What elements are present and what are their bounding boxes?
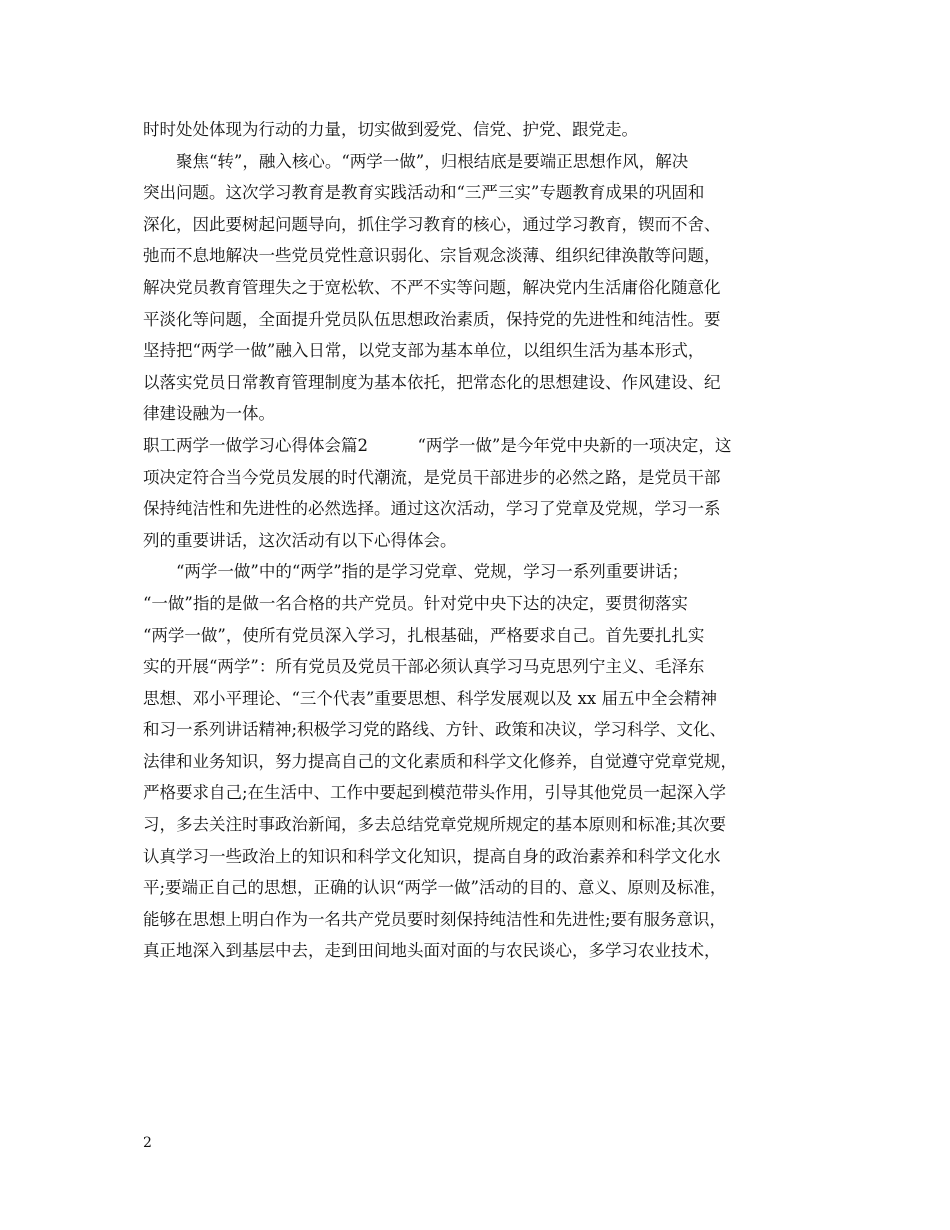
- page-number: 2: [143, 1135, 152, 1151]
- text-line: “一做”指的是做一名合格的共产党员。针对党中央下达的决定，要贯彻落实: [143, 593, 688, 613]
- text-line: 保持纯洁性和先进性的必然选择。通过这次活动，学习了党章及党规，学习一系: [143, 499, 721, 519]
- text-line: 认真学习一些政治上的知识和科学文化知识，提高自身的政治素养和科学文化水: [143, 846, 721, 866]
- text-line: 实的开展“两学”：所有党员及党员干部必须认真学习马克思列宁主义、毛泽东: [143, 657, 705, 677]
- text-line: 习，多去关注时事政治新闻，多去总结党章党规所规定的基本原则和标准;其次要: [143, 815, 727, 835]
- text-line: 能够在思想上明白作为一名共产党员要时刻保持纯洁性和先进性;要有服务意识，: [143, 909, 727, 929]
- text-line: 以落实党员日常教育管理制度为基本依托，把常态化的思想建设、作风建设、纪: [143, 372, 721, 392]
- text-line: 平淡化等问题，全面提升党员队伍思想政治素质，保持党的先进性和纯洁性。要: [143, 309, 721, 329]
- text-line: 真正地深入到基层中去，走到田间地头面对面的与农民谈心，多学习农业技术，: [143, 941, 721, 961]
- text-line: 项决定符合当今党员发展的时代潮流，是党员干部进步的必然之路，是党员干部: [143, 467, 721, 487]
- text-line: 突出问题。这次学习教育是教育实践活动和“三严三实”专题教育成果的巩固和: [143, 183, 705, 203]
- text-line: 深化，因此要树起问题导向，抓住学习教育的核心，通过学习教育，锲而不舍、: [143, 214, 721, 234]
- text-line: “两学一做”，使所有党员深入学习，扎根基础，严格要求自己。首先要扎扎实: [143, 625, 705, 645]
- text-line: 严格要求自己;在生活中、工作中要起到模范带头作用，引导其他党员一起深入学: [143, 783, 727, 803]
- text-line: 平;要端正自己的思想，正确的认识“两学一做”活动的目的、意义、原则及标准，: [143, 878, 727, 898]
- text-line: 思想、邓小平理论、“三个代表”重要思想、科学发展观以及 xx 届五中全会精神: [143, 688, 717, 708]
- text-line: 法律和业务知识，努力提高自己的文化素质和科学文化修养，自觉遵守党章党规，: [143, 751, 737, 771]
- text-line: 和习一系列讲话精神;积极学习党的路线、方针、政策和决议，学习科学、文化、: [143, 720, 727, 740]
- text-line: “两学一做”中的“两学”指的是学习党章、党规，学习一系列重要讲话；: [143, 562, 689, 582]
- text-line: 弛而不息地解决一些党员党性意识弱化、宗旨观念淡薄、组织纪律涣散等问题，: [143, 246, 721, 266]
- body-text: [143, 114, 813, 967]
- text-line: 时时处处体现为行动的力量，切实做到爱党、信党、护党、跟党走。: [143, 120, 638, 139]
- section-heading-line: 职工两学一做学习心得体会篇2 “两学一做”是今年党中央新的一项决定，这: [143, 435, 732, 455]
- text-line: 坚持把“两学一做”融入日常，以党支部为基本单位，以组织生活为基本形式，: [143, 341, 705, 361]
- text-line: 解决党员教育管理失之于宽松软、不严不实等问题，解决党内生活庸俗化随意化: [143, 277, 721, 297]
- text-line: 列的重要讲话，这次活动有以下心得体会。: [143, 530, 457, 550]
- text-line: 聚焦“转”，融入核心。“两学一做”，归根结底是要端正思想作风，解决: [143, 151, 689, 171]
- text-line: 律建设融为一体。: [143, 404, 275, 424]
